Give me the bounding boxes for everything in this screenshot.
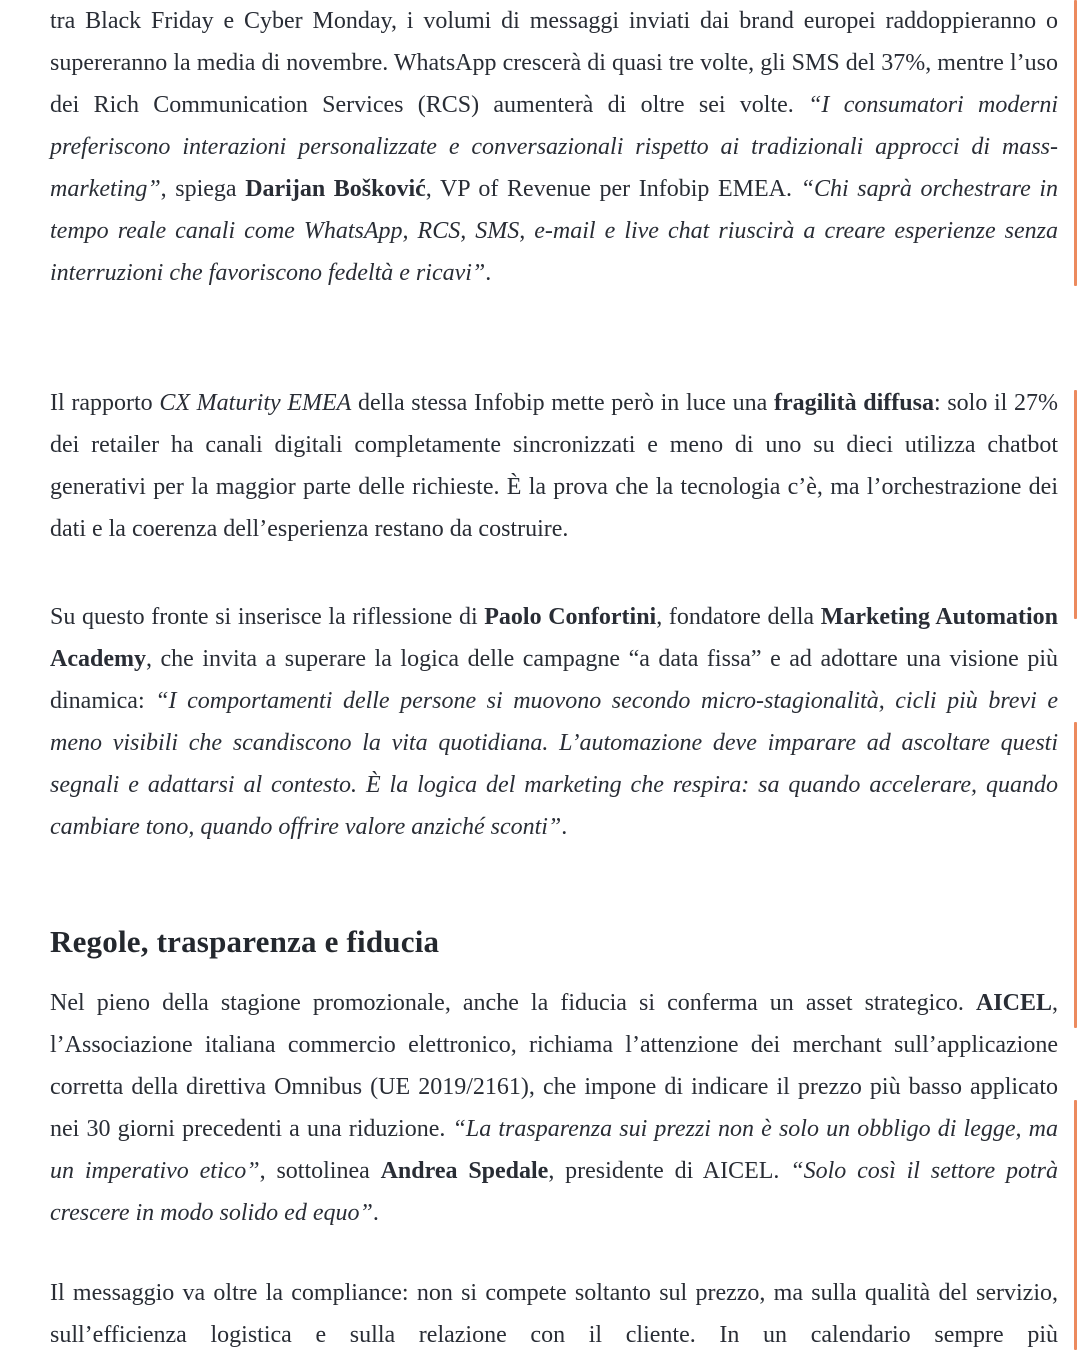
text-segment-normal: , che invita a superare la logica delle campagne “a data fissa” e ad adottare una visione più dinamica: [50,646,1058,714]
text-segment-italic: “I comportamenti delle persone si muovono secondo micro-stagionalità, cicli più brevi e meno visibili che scandiscono la vita quotidiana. L’automazione deve imparare ad ascoltare questi segnali e adattarsi al contesto. È la logica del marketing che respira: sa quando accelerare, quando cambiare tono, quando offrire valore anziché sconti” [50,688,1058,840]
text-segment-normal: Su questo fronte si inserisce la riflessione di [50,604,485,630]
text-segment-italic: “Chi saprà orchestrare in tempo reale canali come WhatsApp, RCS, SMS, e-mail e live chat riuscirà a creare esperienze senza interruzioni che favoriscono fedeltà e ricavi” [50,176,1058,286]
text-segment-normal: Nel pieno della stagione promozionale, anche la fiducia si conferma un asset strategico. [50,990,976,1016]
text-segment-italic: “Solo così il settore potrà crescere in modo solido ed equo” [50,1158,1059,1226]
text-segment-bold: Marketing Automation Academy [50,604,1059,672]
text-segment-normal: della stessa Infobip mette però in luce una [351,390,774,416]
text-segment-italic: CX Maturity EMEA [159,390,352,416]
text-segment-bold: fragilità diffusa [773,390,934,416]
text-segment-italic: “I consumatori moderni preferiscono interazioni personalizzate e conversazionali rispetto ai tradizionali approcci di mass-marketing” [50,92,1058,202]
text-segment-normal: Il messaggio va oltre la compliance: non si compete soltanto sul prezzo, ma sulla qualità del servizio, sull’efficienza logistica e sulla relazione con il cliente. In un calendario sempre più [50,1280,1058,1348]
text-segment-normal: , presidente di AICEL. [548,1158,791,1184]
article-paragraph [50,382,1058,550]
text-segment-bold: Darijan Bošković [245,176,426,202]
text-segment-normal: tra Black Friday e Cyber Monday, i volumi di messaggi inviati dai brand europei raddoppieranno o supereranno la media di novembre. WhatsApp crescerà di quasi tre volte, gli SMS del 37%, mentre l’uso dei Rich Communication Services (RCS) aumenterà di oltre sei volte. [50,8,1058,118]
text-segment-normal: . [485,260,492,286]
text-segment-normal: , spiega [160,176,246,202]
text-segment-bold: AICEL [975,990,1052,1016]
text-segment-italic: “La trasparenza sui prezzi non è solo un obbligo di legge, ma un imperativo etico” [50,1116,1058,1184]
text-segment-normal: , l’Associazione italiana commercio elettronico, richiama l’attenzione dei merchant sull’applicazione corretta della direttiva Omnibus (UE 2019/2161), che impone di indicare il prezzo più basso applicato nei 30 giorni precedenti a una riduzione. [50,990,1058,1142]
article-paragraph [50,1272,1058,1356]
text-segment-normal: : solo il 27% dei retailer ha canali digitali completamente sincronizzati e meno di uno su dieci utilizza chatbot generativi per la maggior parte delle richieste. È la prova che la tecnologia c’è, ma l’orchestrazione dei dati e la coerenza dell’esperienza restano da costruire. [50,390,1059,542]
text-segment-normal: Il rapporto [50,390,160,416]
text-segment-normal: , fondatore della [656,604,821,630]
text-segment-normal: . [561,814,568,840]
text-segment-normal: , sottolinea [259,1158,381,1184]
article-paragraph [50,0,1058,294]
section-heading: Regole, trasparenza e fiducia [50,924,440,959]
text-segment-bold: Paolo Confortini [484,604,657,630]
text-segment-normal: . [372,1200,379,1226]
text-segment-normal: , VP of Revenue per Infobip EMEA. [425,176,801,202]
text-segment-bold: Andrea Spedale [380,1158,549,1184]
article-paragraph [50,596,1058,848]
article-paragraph [50,982,1058,1234]
